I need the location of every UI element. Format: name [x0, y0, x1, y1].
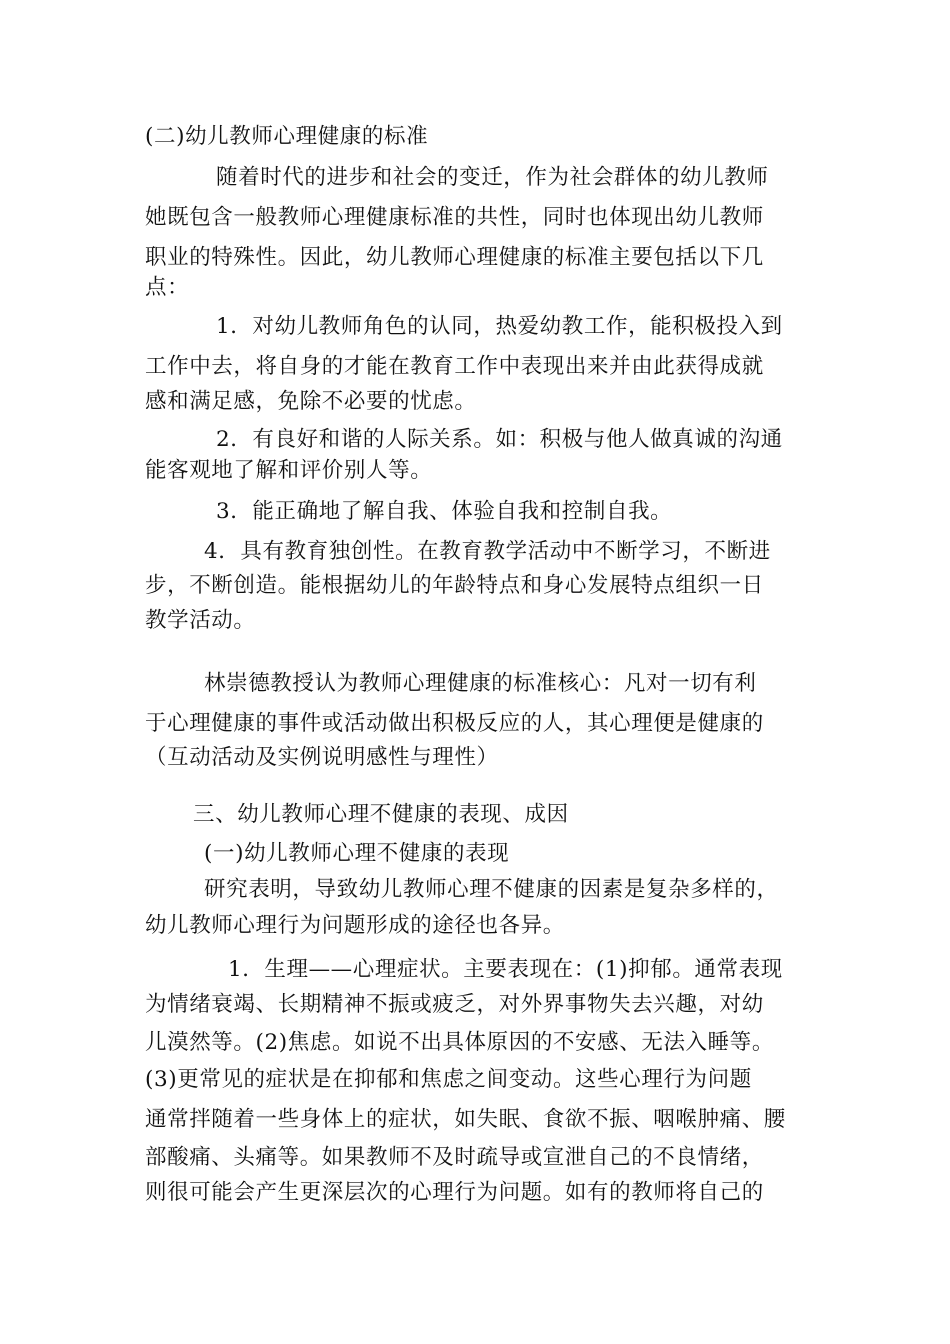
paragraph-line: 幼儿教师心理行为问题形成的途径也各异。 [145, 913, 565, 938]
list-item-line: 能客观地了解和评价别人等。 [145, 458, 433, 483]
list-item-line: 工作中去，将自身的才能在教育工作中表现出来并由此获得成就 [145, 354, 764, 379]
list-item-line: (3)更常见的症状是在抑郁和焦虑之间变动。这些心理行为问题 [145, 1067, 752, 1092]
list-item-line: 通常拌随着一些身体上的症状，如失眠、食欲不振、咽喉肿痛、腰 [145, 1107, 786, 1132]
list-item-line: 为情绪衰竭、长期精神不振或疲乏，对外界事物失去兴趣，对幼 [145, 992, 764, 1017]
list-item-line: 则很可能会产生更深层次的心理行为问题。如有的教师将自己的 [145, 1180, 764, 1205]
list-item-line: 儿漠然等。(2)焦虑。如说不出具体原因的不安感、无法入睡等。 [145, 1030, 774, 1055]
paragraph-line: （互动活动及实例说明感性与理性） [145, 745, 499, 770]
list-item-line: 1．生理——心理症状。主要表现在：(1)抑郁。通常表现 [228, 957, 783, 982]
section-heading-part3: 三、幼儿教师心理不健康的表现、成因 [193, 802, 569, 827]
list-item-line: 1．对幼儿教师角色的认同，热爱幼教工作，能积极投入到 [216, 314, 783, 339]
paragraph-line: 点： [145, 275, 190, 300]
list-item-line: 感和满足感，免除不必要的忧虑。 [145, 389, 477, 414]
list-item-line: 教学活动。 [145, 608, 256, 633]
list-item-line: 部酸痛、头痛等。如果教师不及时疏导或宣泄自己的不良情绪， [145, 1145, 764, 1170]
paragraph-line: 职业的特殊性。因此，幼儿教师心理健康的标准主要包括以下几 [145, 245, 764, 270]
paragraph-line: 林崇德教授认为教师心理健康的标准核心：凡对一切有利 [204, 671, 757, 696]
paragraph-line: 研究表明，导致幼儿教师心理不健康的因素是复杂多样的， [204, 877, 779, 902]
paragraph-line: 她既包含一般教师心理健康标准的共性，同时也体现出幼儿教师 [145, 205, 764, 230]
list-item-line: 3．能正确地了解自我、体验自我和控制自我。 [216, 499, 673, 524]
subsection-heading: (一)幼儿教师心理不健康的表现 [204, 841, 510, 866]
paragraph-line: 于心理健康的事件或活动做出积极反应的人，其心理便是健康的 [145, 711, 764, 736]
list-item-line: 步，不断创造。能根据幼儿的年龄特点和身心发展特点组织一日 [145, 573, 764, 598]
list-item-line: 4．具有教育独创性。在教育教学活动中不断学习，不断进 [204, 539, 771, 564]
section-heading-standards: (二)幼儿教师心理健康的标准 [145, 124, 429, 149]
list-item-line: 2．有良好和谐的人际关系。如：积极与他人做真诚的沟通 [216, 427, 783, 452]
paragraph-line: 随着时代的进步和社会的变迁，作为社会群体的幼儿教师 [216, 165, 769, 190]
